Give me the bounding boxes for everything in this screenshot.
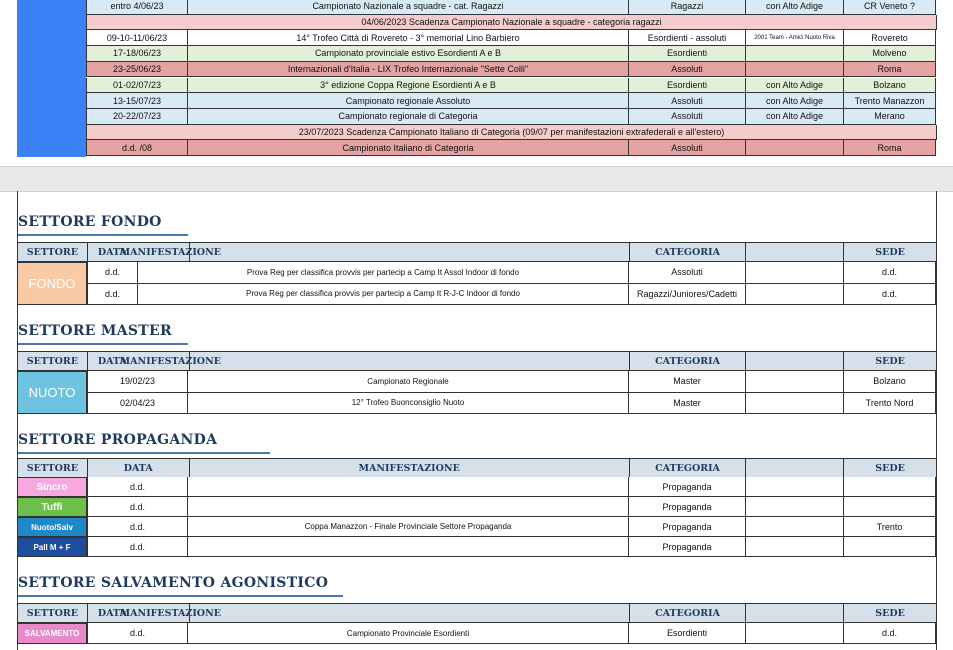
- table-row: [87, 623, 936, 644]
- table-row: [87, 262, 936, 284]
- header-categoria: CATEGORIA: [630, 243, 747, 261]
- table-row: [86, 93, 936, 109]
- table-header-master: [17, 351, 937, 371]
- date-cell: d.d. /08: [86, 140, 188, 156]
- table-row: [87, 537, 936, 557]
- event-cell: Coppa Manazzon - Finale Provinciale Settore Propaganda: [188, 517, 629, 537]
- header-settore: SETTORE: [18, 604, 88, 622]
- date-cell: 17-18/06/23: [86, 46, 188, 62]
- category-cell: Assoluti: [629, 262, 746, 284]
- partner-cell: con Alto Adige: [746, 109, 844, 125]
- settore-label: Tuffi: [17, 497, 87, 517]
- table-row: [87, 393, 936, 415]
- header-manifestazione: [119, 352, 630, 370]
- section-underline: [18, 595, 343, 597]
- header-empty: [746, 604, 844, 622]
- header-sede: SEDE: [875, 246, 905, 258]
- date-cell: 09-10-11/06/23: [86, 30, 188, 46]
- place-cell: Merano: [844, 109, 936, 125]
- settore-label: Nuoto/Salv: [17, 517, 87, 537]
- event-cell: 12° Trofeo Buonconsiglio Nuoto: [188, 393, 629, 415]
- place-cell: [844, 537, 936, 557]
- partner-cell: [746, 623, 844, 644]
- header-sede: SEDE: [875, 355, 905, 367]
- partner-cell: [746, 46, 844, 62]
- header-empty: [746, 243, 844, 261]
- category-cell: Master: [629, 371, 746, 393]
- header-manifestazione: [119, 243, 630, 261]
- date-cell: entro 4/06/23: [86, 0, 188, 15]
- event-cell: Prova Reg per classifica provvis per partecip a Camp It R-J-C Indoor di fondo: [138, 284, 629, 306]
- table-row: [86, 30, 936, 46]
- header-manifestazione: MANIFESTAZIONE: [190, 459, 630, 477]
- table-row: [86, 125, 937, 141]
- header-sede: SEDE: [875, 462, 905, 474]
- settore-label: Sincro: [17, 477, 87, 497]
- partner-cell: [746, 517, 844, 537]
- date-cell: 20-22/07/23: [86, 109, 188, 125]
- date-cell: d.d.: [87, 284, 138, 306]
- header-data: DATA: [88, 604, 190, 622]
- table-row: [86, 15, 937, 31]
- category-cell: Master: [629, 393, 746, 415]
- category-cell: Esordienti - assoluti: [629, 30, 746, 46]
- deadline-note: 04/06/2023 Scadenza Campionato Nazionale a squadre - categoria ragazzi: [86, 15, 937, 31]
- place-cell: Trento: [844, 517, 936, 537]
- header-settore: SETTORE: [18, 352, 88, 370]
- table-header-salvamento: [17, 603, 937, 623]
- category-cell: Propaganda: [629, 497, 746, 517]
- header-manifestazione-text: MANIFESTAZIONE: [119, 355, 222, 367]
- settore-label: Pall M + F: [17, 537, 87, 557]
- deadline-note: 23/07/2023 Scadenza Campionato Italiano di Categoria (09/07 per manifestazioni extrafederali e all'estero): [86, 125, 937, 141]
- event-cell: Campionato Provinciale Esordienti: [188, 623, 629, 644]
- date-cell: 19/02/23: [87, 371, 188, 393]
- header-data: DATA: [88, 352, 190, 370]
- place-cell: [844, 477, 936, 497]
- event-cell: [188, 497, 629, 517]
- table-row: [87, 497, 936, 517]
- partner-cell: [746, 371, 844, 393]
- date-cell: 23-25/06/23: [86, 62, 188, 78]
- partner-cell: [746, 537, 844, 557]
- category-cell: Ragazzi/Juniores/Cadetti: [629, 284, 746, 306]
- section-title-salvamento: SETTORE SALVAMENTO AGONISTICO: [18, 575, 329, 591]
- table-row: [87, 477, 936, 497]
- place-cell: d.d.: [844, 623, 936, 644]
- category-cell: Propaganda: [629, 517, 746, 537]
- section-title-fondo: SETTORE FONDO: [18, 214, 162, 230]
- date-cell: 02/04/23: [87, 393, 188, 415]
- event-cell: 14° Trofeo Città di Rovereto - 3° memorial Lino Barbiero: [188, 30, 629, 46]
- settore-label-fondo-text: FONDO: [28, 276, 76, 291]
- section-title-propaganda: SETTORE PROPAGANDA: [18, 432, 218, 448]
- partner-cell: [746, 140, 844, 156]
- settore-color-bar: [17, 0, 86, 157]
- header-settore: SETTORE: [18, 459, 88, 477]
- place-cell: Molveno: [844, 46, 936, 62]
- place-cell: Bolzano: [844, 78, 936, 94]
- category-cell: Propaganda: [629, 477, 746, 497]
- partner-cell: con Alto Adige: [746, 0, 844, 15]
- settore-label-nuoto-text: NUOTO: [28, 385, 76, 400]
- date-cell: d.d.: [87, 623, 188, 644]
- page-break: [0, 166, 953, 192]
- section-title-master: SETTORE MASTER: [18, 323, 172, 339]
- place-cell: Roma: [844, 140, 936, 156]
- table-row: [86, 46, 936, 62]
- event-cell: Internazionali d'Italia - LIX Trofeo Internazionale "Sette Colli": [188, 62, 629, 78]
- table-row: [86, 0, 936, 15]
- table-row: [86, 140, 936, 156]
- category-cell: Esordienti: [629, 78, 746, 94]
- partner-cell: [746, 62, 844, 78]
- event-cell: Campionato Italiano di Categoria: [188, 140, 629, 156]
- place-cell: Roma: [844, 62, 936, 78]
- settore-label-nuoto: [17, 371, 87, 414]
- partner-cell: [746, 497, 844, 517]
- date-cell: 13-15/07/23: [86, 93, 188, 109]
- header-manifestazione: [119, 604, 630, 622]
- header-categoria: CATEGORIA: [630, 352, 747, 370]
- section-underline: [18, 343, 188, 345]
- table-row: [86, 62, 936, 78]
- place-cell: Bolzano: [844, 371, 936, 393]
- header-empty: [746, 459, 844, 477]
- place-cell: Rovereto: [844, 30, 936, 46]
- header-sede: SEDE: [875, 607, 905, 619]
- partner-cell: con Alto Adige: [746, 93, 844, 109]
- header-data: DATA: [88, 243, 190, 261]
- place-cell: d.d.: [844, 284, 936, 306]
- table-row: [86, 78, 936, 94]
- table-header-propaganda: [17, 458, 937, 478]
- place-cell: [844, 497, 936, 517]
- table-header-fondo: [17, 242, 937, 262]
- category-cell: Ragazzi: [629, 0, 746, 15]
- partner-cell: [746, 393, 844, 415]
- category-cell: Assoluti: [629, 109, 746, 125]
- event-cell: [188, 537, 629, 557]
- category-cell: Esordienti: [629, 46, 746, 62]
- partner-cell: [746, 284, 844, 306]
- event-cell: Campionato Nazionale a squadre - cat. Ragazzi: [188, 0, 629, 15]
- partner-cell: con Alto Adige: [746, 78, 844, 94]
- header-manifestazione-text: MANIFESTAZIONE: [119, 607, 222, 619]
- partner-cell: 2001 Team - Amici Nuoto Riva: [746, 30, 844, 46]
- event-cell: Campionato regionale di Categoria: [188, 109, 629, 125]
- settore-label-fondo: [17, 262, 87, 305]
- place-cell: d.d.: [844, 262, 936, 284]
- category-cell: Assoluti: [629, 93, 746, 109]
- partner-cell: [746, 262, 844, 284]
- header-empty: [746, 352, 844, 370]
- event-cell: [188, 477, 629, 497]
- table-row: [87, 517, 936, 537]
- category-cell: Esordienti: [629, 623, 746, 644]
- category-cell: Propaganda: [629, 537, 746, 557]
- section-underline: [18, 452, 270, 454]
- date-cell: d.d.: [87, 477, 188, 497]
- header-data: DATA: [88, 459, 190, 477]
- settore-label: SALVAMENTO: [17, 623, 87, 644]
- category-cell: Assoluti: [629, 140, 746, 156]
- section-underline: [18, 234, 188, 236]
- event-cell: 3° edizione Coppa Regione Esordienti A e B: [188, 78, 629, 94]
- date-cell: 01-02/07/23: [86, 78, 188, 94]
- event-cell: Campionato regionale Assoluto: [188, 93, 629, 109]
- table-row: [86, 109, 936, 125]
- header-manifestazione-text: MANIFESTAZIONE: [119, 246, 222, 258]
- date-cell: d.d.: [87, 497, 188, 517]
- event-cell: Campionato provinciale estivo Esordienti A e B: [188, 46, 629, 62]
- place-cell: Trento Manazzon: [844, 93, 936, 109]
- event-cell: Campionato Regionale: [188, 371, 629, 393]
- table-row: [87, 371, 936, 393]
- header-settore: SETTORE: [18, 243, 88, 261]
- category-cell: Assoluti: [629, 62, 746, 78]
- table-row: [87, 284, 936, 306]
- date-cell: d.d.: [87, 537, 188, 557]
- place-cell: Trento Nord: [844, 393, 936, 415]
- header-categoria: CATEGORIA: [630, 604, 747, 622]
- date-cell: d.d.: [87, 262, 138, 284]
- partner-cell: [746, 477, 844, 497]
- date-cell: d.d.: [87, 517, 188, 537]
- event-cell: Prova Reg per classifica provvis per partecip a Camp It Assol Indoor di fondo: [138, 262, 629, 284]
- place-cell: CR Veneto ?: [844, 0, 936, 15]
- header-categoria: CATEGORIA: [630, 459, 747, 477]
